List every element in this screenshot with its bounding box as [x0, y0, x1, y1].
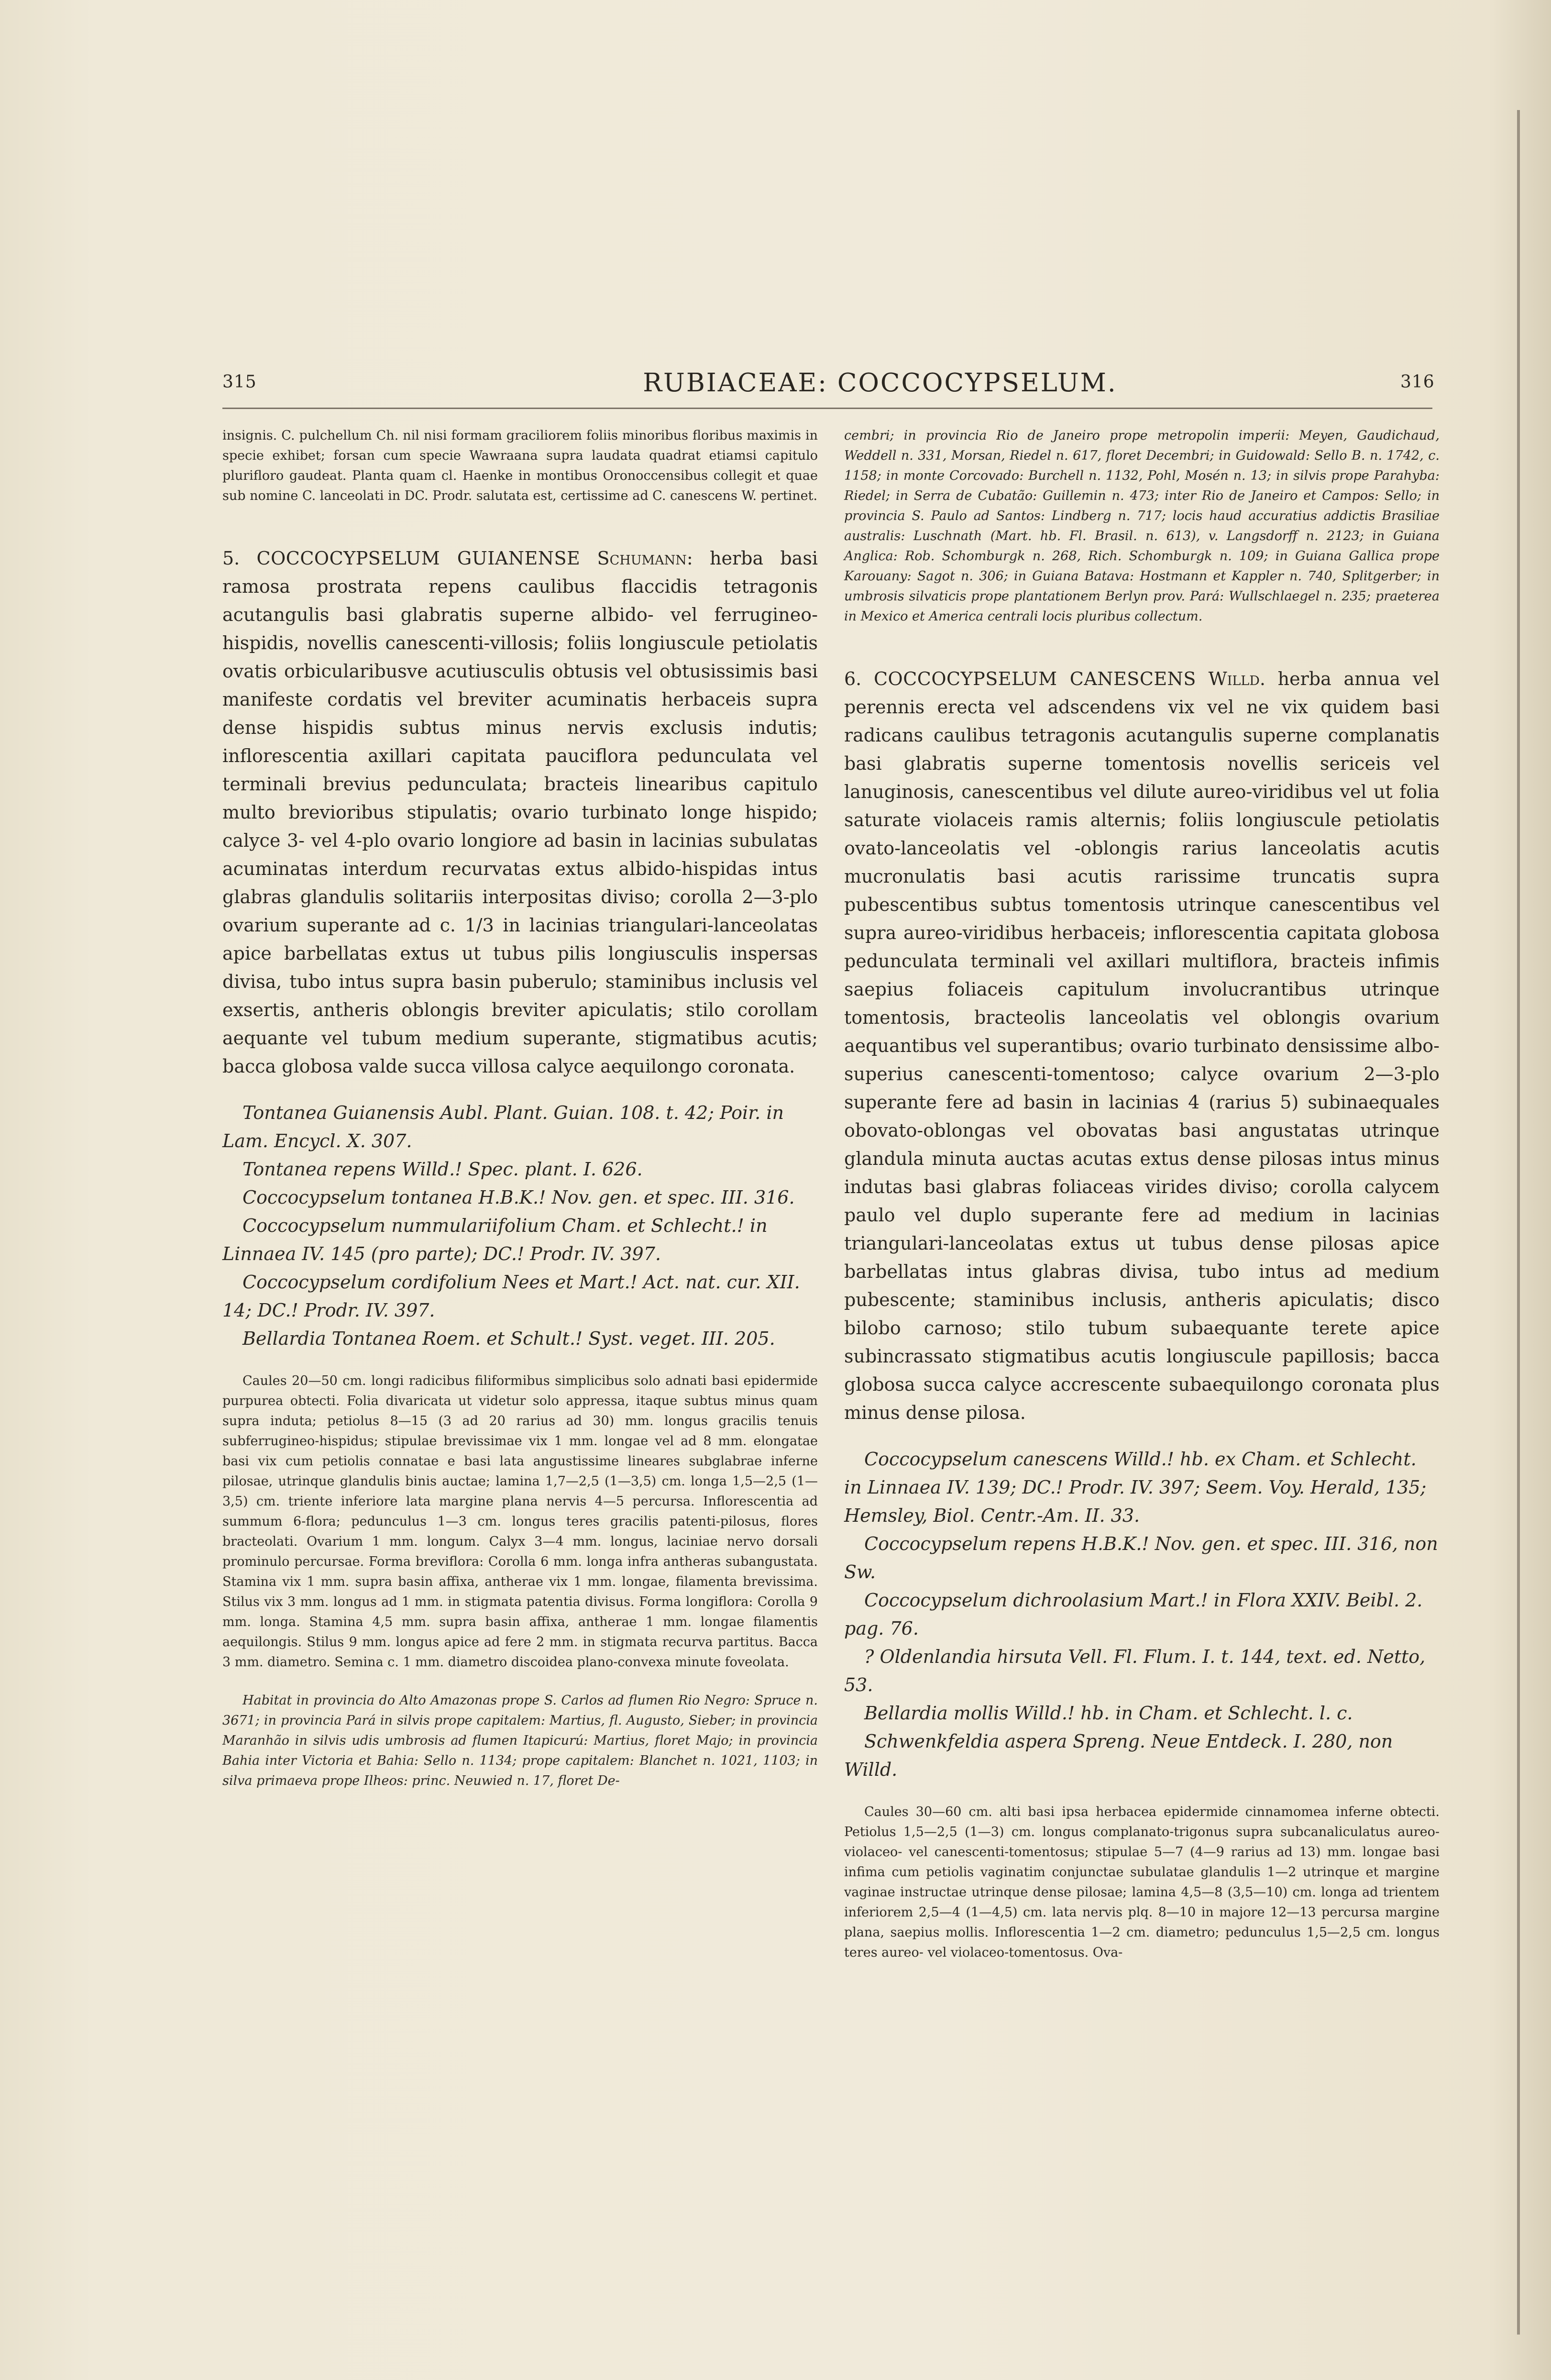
- synonym-item: Coccocypselum cordifolium Nees et Mart.! Act. nat. cur. XII. 14; DC.! Prodr. IV. 397.: [222, 1272, 800, 1321]
- page-number-left: 315: [222, 372, 257, 392]
- species-5-description: [222, 544, 818, 1081]
- right-column: [844, 426, 1440, 1963]
- synonym-item: Bellardia mollis Willd.! hb. in Cham. et Schlecht. l. c.: [864, 1703, 1353, 1724]
- synonym-item: Coccocypselum canescens Willd.! hb. ex Cham. et Schlecht. in Linnaea IV. 139; DC.! Prodr. IV. 397; Seem. Voy. Herald, 135; Hemsley, Biol. Centr.-Am. II. 33.: [844, 1449, 1427, 1526]
- synonym-item: Coccocypselum tontanea H.B.K.! Nov. gen. et spec. III. 316.: [242, 1187, 795, 1208]
- synonym-item: ? Oldenlandia hirsuta Vell. Fl. Flum. I. t. 144, text. ed. Netto, 53.: [844, 1646, 1426, 1695]
- synonym-item: Coccocypselum repens H.B.K.! Nov. gen. et spec. III. 316, non Sw.: [844, 1533, 1438, 1583]
- species-5-habitat: Habitat in provincia do Alto Amazonas prope S. Carlos ad flumen Rio Negro: Spruce n. 3671; in provincia Pará in silvis prope capitalem: Martius, fl. Augusto, Sieber; in provincia Maranhão in silvis udis umbrosis ad flumen Itapicurú: Martius, floret Majo; in provincia Bahia inter Victoria et Bahia: Sello n. 1134; prope capitalem: Blanchet n. 1021, 1103; in silva primaeva prope Ilheos: princ. Neuwied n. 17, floret De-: [222, 1693, 818, 1788]
- synonym-item: Bellardia Tontanea Roem. et Schult.! Syst. veget. III. 205.: [242, 1328, 775, 1349]
- species-5-name: COCCOCYPSELUM GUIANENSE: [256, 548, 581, 569]
- species-5-diagnosis: herba basi ramosa prostrata repens caulibus flaccidis tetragonis acutangulis basi glabratis superne albido- vel ferrugineo-hispidis, novellis canescenti-villosis; foliis longiuscule petiolatis ovatis orbicularibusve acutiusculis obtusis vel obtusissimis basi manifeste cordatis vel breviter acuminatis herbaceis supra dense hispidis subtus minus nervis exclusis indutis; inflorescentia axillari capitata pauciflora pedunculata vel terminali brevius pedunculata; bracteis linearibus capitulo multo brevioribus stipulatis; ovario turbinato longe hispido; calyce 3- vel 4-plo ovario longiore ad basin in lacinias subulatas acuminatas interdum recurvatas extus albido-hispidas intus glabras glandulis solitariis interpositas diviso; corolla 2—3-plo ovarium superante ad c. 1/3 in lacinias triangulari-lanceolatas apice barbellatas extus ut tubus pilis longiusculis inspersas divisa, tubo intus supra basin puberulo; staminibus inclusis vel exsertis, antheris oblongis breviter apiculatis; stilo corollam aequante vel tubum medium superante, stigmatibus acutis; bacca globosa valde succa villosa calyce aequilongo coronata.: [222, 548, 818, 1077]
- species-6-diagnosis: herba annua vel perennis erecta vel adscendens vix vel ne vix quidem basi radicans caulibus tetragonis acutangulis superne complanatis basi glabratis superne tomentosis novellis sericeis vel lanuginosis, canescentibus vel dilute aureo-viridibus vel ut folia saturate violaceis ramis alternis; foliis longiuscule petiolatis ovato-lanceolatis vel -oblongis rarius lanceolatis acutis mucronulatis basi acutis rarissime truncatis supra pubescentibus subtus tomentosis utrinque canescentibus vel supra aureo-viridibus herbaceis; inflorescentia capitata globosa pedunculata terminali vel axillari multiflora, bracteis infimis saepius foliaceis capitulum involucrantibus utrinque tomentosis, bracteolis lanceolatis vel oblongis ovarium aequantibus vel superantibus; ovario turbinato densissime albo- superius canescenti-tomentoso; calyce ovarium 2—3-plo superante fere ad basin in lacinias 4 (rarius 5) subinaequales obovato-oblongas vel obovatas basi angustatas utrinque glandula minuta auctas acutas extus dense pilosas intus minus indutas basi glabras foliaceas virides diviso; corolla calycem paulo vel duplo superante fere ad medium in lacinias triangulari-lanceolatas extus ut tubus dense pilosas apice barbellatas intus glabras divisa, tubo intus ad medium pubescente; staminibus inclusis, antheris apiculatis; disco bilobo carnoso; stilo tubum subaequante terete apice subincrassato stigmatibus acutis longiuscule papillosis; bacca globosa succa calyce accrescente subaequilongo coronata plus minus dense pilosa.: [844, 668, 1440, 1423]
- synonym-item: Schwenkfeldia aspera Spreng. Neue Entdeck. I. 280, non Willd.: [844, 1731, 1393, 1780]
- species-6-author: Willd.: [1208, 668, 1265, 689]
- species-5-synonyms: [222, 1099, 818, 1353]
- intro-note: insignis. C. pulchellum Ch. nil nisi formam graciliorem foliis minoribus floribus maximis in specie exhibet; forsan cum specie Wawraana supra laudata quadrat etiamsi capitulo plurifloro gaudeat. Planta quam cl. Haenke in montibus Oronoccensibus collegit et quae sub nomine C. lanceolati in DC. Prodr. salutata est, certissime ad C. canescens W. pertinet.: [222, 428, 818, 503]
- synonym-item: Coccocypselum dichroolasium Mart.! in Flora XXIV. Beibl. 2. pag. 76.: [844, 1590, 1423, 1639]
- habitat-continued: cembri; in provincia Rio de Janeiro prope metropolin imperii: Meyen, Gaudichaud, Weddell n. 331, Morsan, Riedel n. 617, floret Decembri; in Guidowald: Sello B. n. 1742, c. 1158; in monte Corcovado: Burchell n. 1132, Pohl, Mosén n. 13; in silvis prope Parahyba: Riedel; in Serra de Cubatão: Guillemin n. 473; inter Rio de Janeiro et Campos: Sello; in provincia S. Paulo ad Santos: Lindberg n. 717; locis haud accuratius addictis Brasiliae australis: Luschnath (Mart. hb. Fl. Brasil. n. 613), v. Langsdorff n. 2123; in Guiana Anglica: Rob. Schomburgk n. 268, Rich. Schomburgk n. 109; in Guiana Gallica prope Karouany: Sagot n. 306; in Guiana Batava: Hostmann et Kappler n. 740, Splitgerber; in umbrosis silvaticis prope plantationem Berlyn prov. Pará: Wullschlaegel n. 235; praeterea in Mexico et America centrali locis pluribus collectum.: [844, 428, 1440, 624]
- synonym-item: Tontanea repens Willd.! Spec. plant. I. 626.: [242, 1159, 643, 1180]
- header-rule: [222, 408, 1432, 409]
- species-6-name: COCCOCYPSELUM CANESCENS: [873, 668, 1196, 689]
- synonym-item: Coccocypselum nummulariifolium Cham. et Schlecht.! in Linnaea IV. 145 (pro parte); DC.! Prodr. IV. 397.: [222, 1215, 768, 1264]
- species-6-synonyms: [844, 1445, 1440, 1784]
- running-title: RUBIACEAE: COCCOCYPSELUM.: [643, 368, 1117, 398]
- species-6-number: 6.: [844, 668, 862, 689]
- species-5-author: Schumann:: [597, 548, 693, 569]
- species-5-number: 5.: [222, 548, 240, 569]
- left-column: [222, 426, 818, 1791]
- synonym-item: Tontanea Guianensis Aubl. Plant. Guian. 108. t. 42; Poir. in Lam. Encycl. X. 307.: [222, 1102, 784, 1151]
- page-number-right: 316: [1400, 372, 1435, 392]
- species-5-measurements: Caules 20—50 cm. longi radicibus filiformibus simplicibus solo adnati basi epidermide purpurea obtecti. Folia divaricata ut videtur solo appressa, itaque subtus minus quam supra induta; petiolus 8—15 (3 ad 20 rarius ad 30) mm. longus gracilis tenuis subferrugineo-hispidus; stipulae brevissimae vix 1 mm. longae vel ad 8 mm. elongatae basi vix cum petiolis connatae e basi lata angustissime lineares subglabrae inferne pilosae, utrinque glandulis binis auctae; lamina 1,7—2,5 (1—3,5) cm. longa 1,5—2,5 (1—3,5) cm. triente inferiore lata margine plana nervis 4—5 percursa. Inflorescentia ad summum 6-flora; pedunculus 1—3 cm. longus teres gracilis patenti-pilosus, flores bracteolati. Ovarium 1 mm. longum. Calyx 3—4 mm. longus, laciniae nervo dorsali prominulo percursae. Forma breviflora: Corolla 6 mm. longa infra antheras subangustata. Stamina vix 1 mm. supra basin affixa, antherae vix 1 mm. longae, filamenta brevissima. Stilus vix 3 mm. longus ad 1 mm. in stigmata patentia divisus. Forma longiflora: Corolla 9 mm. longa. Stamina 4,5 mm. supra basin affixa, antherae 1 mm. longae filamentis aequilongis. Stilus 9 mm. longus apice ad fere 2 mm. in stigmata recurva partitus. Bacca 3 mm. diametro. Semina c. 1 mm. diametro discoidea plano-convexa minute foveolata.: [222, 1373, 818, 1670]
- species-6-measurements: Caules 30—60 cm. alti basi ipsa herbacea epidermide cinnamomea inferne obtecti. Petiolus 1,5—2,5 (1—3) cm. longus complanato-trigonus supra subcanaliculatus aureo- violaceo- vel canescenti-tomentosus; stipulae 5—7 (4—9 rarius ad 13) mm. longae basi infima cum petiolis vaginatim conjunctae subulatae glandulis 1—2 utrinque et margine vaginae instructae utrinque dense pilosae; lamina 4,5—8 (3,5—10) cm. longa ad trientem inferiorem 2,5—4 (1—4,5) cm. lata nervis plq. 8—10 in majore 12—13 percursa margine plana, saepius mollis. Inflorescentia 1—2 cm. diametro; pedunculus 1,5—2,5 cm. longus teres aureo- vel violaceo-tomentosus. Ova-: [844, 1804, 1440, 1960]
- species-6-description: [844, 665, 1440, 1427]
- page-edge-shadow: [1517, 110, 1520, 2335]
